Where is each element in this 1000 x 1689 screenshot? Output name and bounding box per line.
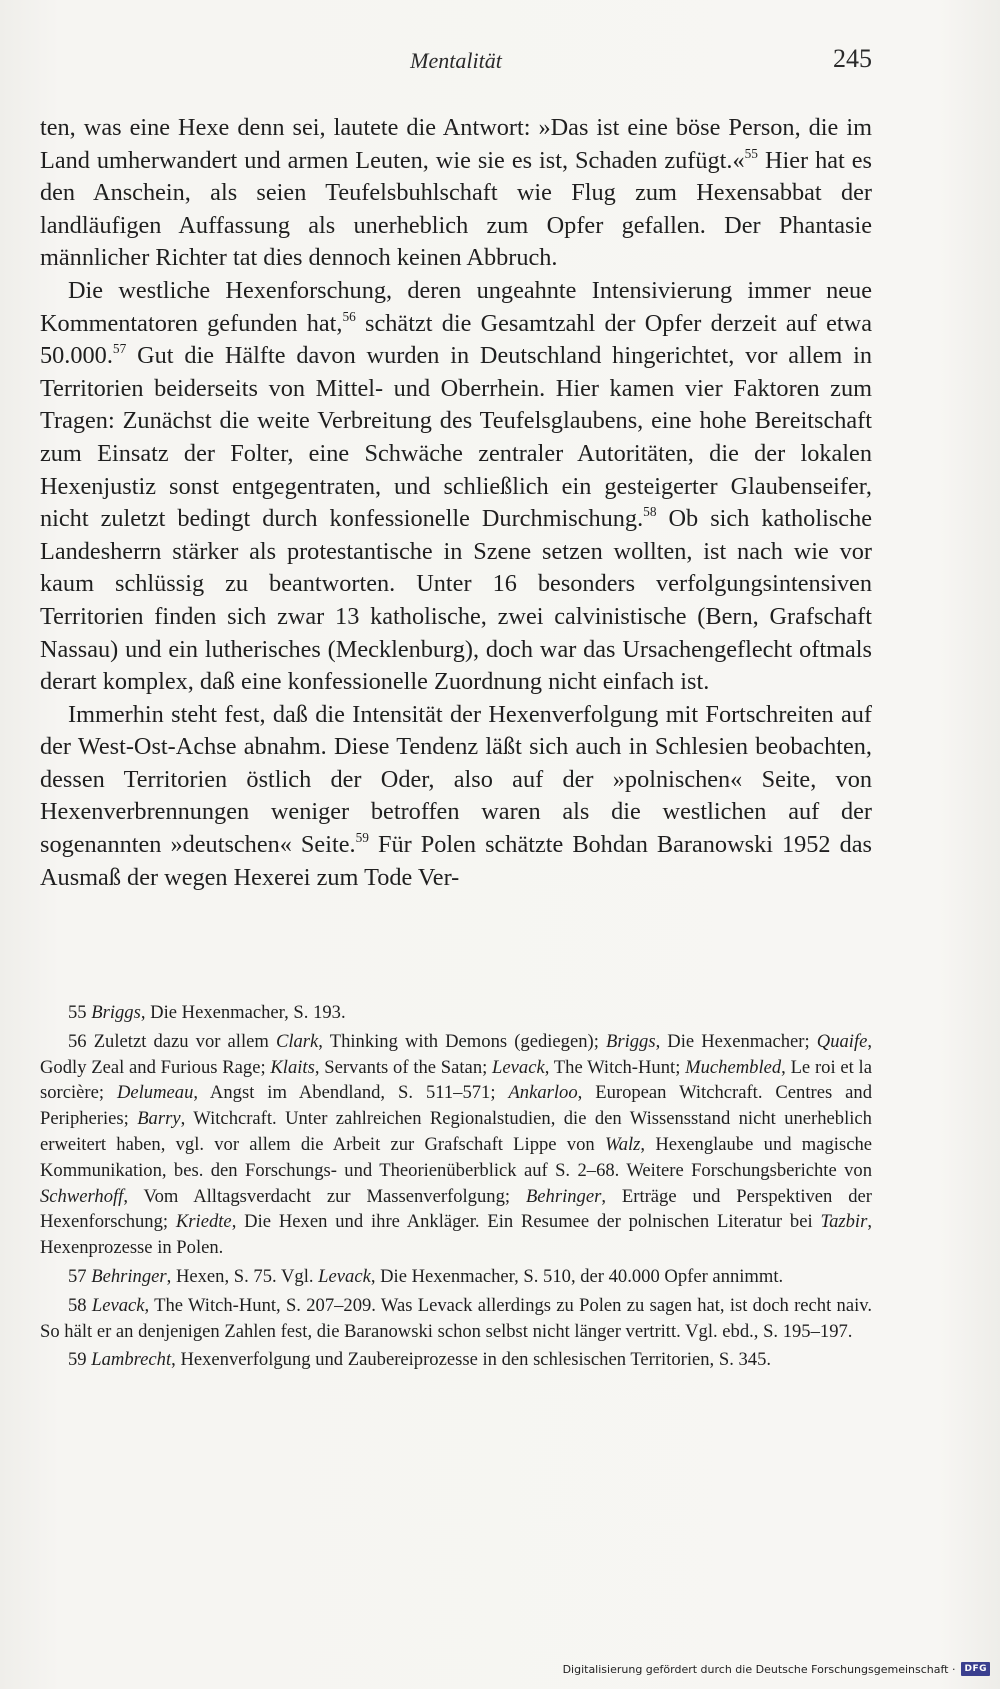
credit-text: Digitalisierung gefördert durch die Deutsche Forschungsgemeinschaft · [562,1662,956,1676]
footnote-55 [40,1000,872,1026]
footnote-ref-55: 55 [744,145,758,161]
author-name: Levack [492,1056,545,1078]
footnote-58 [40,1293,872,1345]
dfg-logo-icon: DFG [961,1662,990,1676]
footnote-text: , Vom Alltagsverdacht zur Massenverfolgung; [123,1185,526,1207]
footnote-text: , Hexenglaube und magische Kommunikation, bes. den Forschungs- und Theorienüberblick auf S. 2–68. Weitere Forschungsberichte von [40,1133,872,1181]
text-run: Hier hat es den Anschein, als seien Teufelsbuhlschaft wie Flug zum Hexensabbat der landläufigen Auffassung als unerheblich zum Opfer gefallen. Der Phantasie männlicher Richter tat dies dennoch keinen Abbruch. [40,146,872,272]
author-name: Klaits [270,1056,315,1078]
footnote-text: , Hexenprozesse in Polen. [40,1211,872,1259]
author-name: Briggs [91,1002,141,1023]
author-name: Tazbir [820,1211,868,1233]
author-name: Behringer [91,1265,167,1287]
footnote-57 [40,1264,872,1290]
author-name: Schwerhoff [40,1185,124,1207]
paragraph-2 [40,275,872,699]
footnotes [40,1000,872,1376]
footnote-text: , Die Hexenmacher, S. 510, der 40.000 Opfer annimmt. [370,1265,784,1287]
author-name: Briggs [605,1030,656,1052]
footnote-number: 56 [68,1030,87,1052]
author-name: Muchembled [685,1056,782,1078]
author-name: Delumeau [116,1082,194,1104]
footnote-ref-56: 56 [342,308,356,324]
paragraph-1 [40,112,872,275]
running-head: Mentalität [410,48,502,73]
footnote-text: , Godly Zeal and Furious Rage; [40,1030,873,1078]
author-name: Barry [137,1108,181,1130]
footnote-number: 58 [68,1294,87,1316]
digitization-credit [563,1659,990,1679]
footnote-ref-58: 58 [643,504,657,520]
text-run: ten, was eine Hexe denn sei, lautete die Antwort: »Das ist eine böse Person, die im Land umherwandert und armen Leuten, wie sie es ist, Schaden zufügt.« [40,114,872,174]
author-name: Lambrecht [91,1349,172,1371]
footnote-text: , Witchcraft. Unter zahlreichen Regionalstudien, die den Wissensstand nicht unerheblich erweitert haben, vgl. vor allem die Arbeit zur Grafschaft Lippe von [40,1108,872,1155]
footnote-text: Zuletzt dazu vor allem [93,1030,276,1052]
page-number: 245 [833,44,872,73]
author-name: Ankarloo [508,1082,578,1104]
author-name: Clark [275,1030,319,1052]
author-name: Levack [318,1265,371,1287]
text-run: Die westliche Hexenforschung, deren ungeahnte Intensivierung immer neue Kommentatoren gefunden hat, [40,276,872,337]
text-run: Gut die Hälfte davon wurden in Deutschland hingerichtet, vor allem in Territorien beiderseits von Mittel- und Oberrhein. Hier kamen vier Faktoren zum Tragen: Zunächst die weite Verbreitung des Teufelsglaubens, eine hohe Bereitschaft zum Einsatz der Folter, eine Schwäche zentraler Autoritäten, die der lokalen Hexenjustiz sonst entgegentraten, und schließlich ein gesteigerter Glaubenseifer, nicht zuletzt bedingt durch konfessionelle Durchmischung. [40,342,872,533]
footnote-text: , European Witchcraft. Centres and Peripheries; [40,1082,872,1130]
footnote-text: , Angst im Abendland, S. 511–571; [193,1082,509,1104]
footnote-text: , Die Hexen und ihre Ankläger. Ein Resumee der polnischen Literatur bei [231,1211,821,1233]
footnote-number: 57 [68,1265,87,1287]
main-text [40,112,872,894]
paragraph-3 [40,699,872,895]
footnote-ref-57: 57 [112,341,127,357]
footnote-text: , Hexenverfolgung und Zaubereiprozesse in den schlesischen Territorien, S. 345. [171,1349,772,1371]
footnote-text: , Thinking with Demons (gediegen); [318,1030,606,1052]
text-run: Immerhin steht fest, daß die Intensität der Hexenverfolgung mit Fortschreiten auf der West-Ost-Achse abnahm. Diese Tendenz läßt sich auch in Schlesien beobachten, dessen Territorien östlich der Oder, also auf der »polnischen« Seite, von Hexenverbrennungen weniger betroffen waren als die westlichen auf der sogenannten »deutschen« Seite. [40,700,872,859]
text-run: schätzt die Gesamtzahl der Opfer derzeit auf etwa 50.000. [40,309,872,370]
footnote-text: , Die Hexenmacher, S. 193. [140,1002,346,1023]
footnote-text: , Hexen, S. 75. Vgl. [166,1265,319,1287]
footnote-number: 55 [68,1002,87,1023]
footnote-number: 59 [68,1349,87,1371]
footnote-56 [40,1029,872,1261]
footnote-ref-59: 59 [355,830,369,846]
author-name: Quaife [816,1030,868,1052]
author-name: Behringer [525,1185,602,1207]
text-run: Ob sich katholische Landesherrn stärker als protestantische in Szene setzen wollten, ist nach wie vor kaum schlüssig zu beantworten. Unter 16 besonders verfolgungsintensiven Territorien finden sich zwar 13 katholische, zwei calvinistische (Bern, Grafschaft Nassau) und ein lutherisches (Mecklenburg), doch war das Ursachengeflecht oftmals derart komplex, daß eine konfessionelle Zuordnung nicht einfach ist. [40,505,872,696]
footnote-text: , The Witch-Hunt; [544,1056,686,1078]
footnote-text: , The Witch-Hunt, S. 207–209. Was Levack allerdings zu Polen zu sagen hat, ist doch recht naiv. So hält er an denjenigen Zahlen fest, die Baranowski schon selbst nicht länger vertritt. Vgl. ebd., S. 195–197. [40,1294,872,1342]
footnote-text: , Erträge und Perspektiven der Hexenforschung; [40,1185,872,1233]
footnote-text: , Servants of the Satan; [314,1056,493,1078]
footnote-text: , Le roi et la sorcière; [40,1056,872,1104]
author-name: Walz [604,1133,641,1155]
footnote-59 [40,1347,872,1373]
page-header [40,44,872,84]
author-name: Kriedte [175,1211,232,1233]
author-name: Levack [91,1294,145,1316]
text-run: Für Polen schätzte Bohdan Baranowski 1952 das Ausmaß der wegen Hexerei zum Tode Ver- [40,831,872,891]
footnote-text: , Die Hexenmacher; [655,1030,817,1052]
